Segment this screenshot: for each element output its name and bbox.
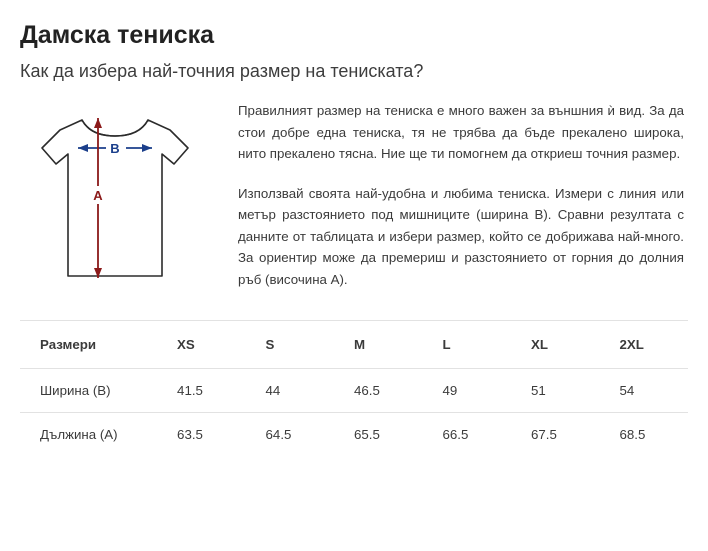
row-label: Ширина (B) bbox=[20, 369, 157, 413]
row-label: Дължина (A) bbox=[20, 413, 157, 457]
row-cell: 64.5 bbox=[246, 413, 334, 457]
row-cell: 44 bbox=[246, 369, 334, 413]
tshirt-diagram bbox=[20, 100, 220, 294]
row-cell: 46.5 bbox=[334, 369, 422, 413]
table-row bbox=[20, 413, 688, 457]
table-header-cell: 2XL bbox=[599, 321, 688, 369]
row-cell: 54 bbox=[599, 369, 688, 413]
size-table bbox=[20, 320, 688, 456]
row-cell: 51 bbox=[511, 369, 599, 413]
row-cell: 68.5 bbox=[599, 413, 688, 457]
table-header-cell: L bbox=[423, 321, 511, 369]
height-label: A bbox=[93, 188, 103, 204]
table-header-cell: Размери bbox=[20, 321, 157, 369]
paragraph-2: Използвай своята най-удобна и любима тениска. Измери с линия или метър разстоянието под мишниците (ширина B). Сравни резултата с данните от таблицата и избери размер, който се добрижава най-много. За ориентир може да премериш и разстоянието от горния до долния ръб (височина A). bbox=[238, 185, 684, 287]
row-cell: 65.5 bbox=[334, 413, 422, 457]
table-header-cell: XL bbox=[511, 321, 599, 369]
height-arrow-head-top bbox=[94, 118, 102, 128]
row-cell: 63.5 bbox=[157, 413, 245, 457]
size-table-head bbox=[20, 321, 688, 369]
width-label: B bbox=[110, 141, 120, 157]
row-cell: 66.5 bbox=[423, 413, 511, 457]
tshirt-icon bbox=[20, 104, 220, 294]
table-row bbox=[20, 369, 688, 413]
paragraph-1: Правилният размер на тениска е много важен за външния ѝ вид. За да стои добре една тениска, тя не трябва да бъде прекалено широка, нито прекалено тясна. Ние ще ти помогнем да откриеш точния размер. bbox=[238, 103, 684, 162]
table-header-cell: XS bbox=[157, 321, 245, 369]
page-title: Дамска тениска bbox=[20, 21, 215, 49]
table-header-cell: M bbox=[334, 321, 422, 369]
table-header-cell: S bbox=[246, 321, 334, 369]
row-cell: 41.5 bbox=[157, 369, 245, 413]
size-table-wrap bbox=[20, 320, 688, 456]
content-area bbox=[20, 100, 688, 294]
page-subtitle: Как да избера най-точния размер на тениската? bbox=[20, 60, 424, 81]
table-header-row bbox=[20, 321, 688, 369]
size-table-body bbox=[20, 369, 688, 457]
row-cell: 49 bbox=[423, 369, 511, 413]
description-text bbox=[220, 100, 688, 290]
page-root bbox=[0, 22, 708, 551]
row-cell: 67.5 bbox=[511, 413, 599, 457]
